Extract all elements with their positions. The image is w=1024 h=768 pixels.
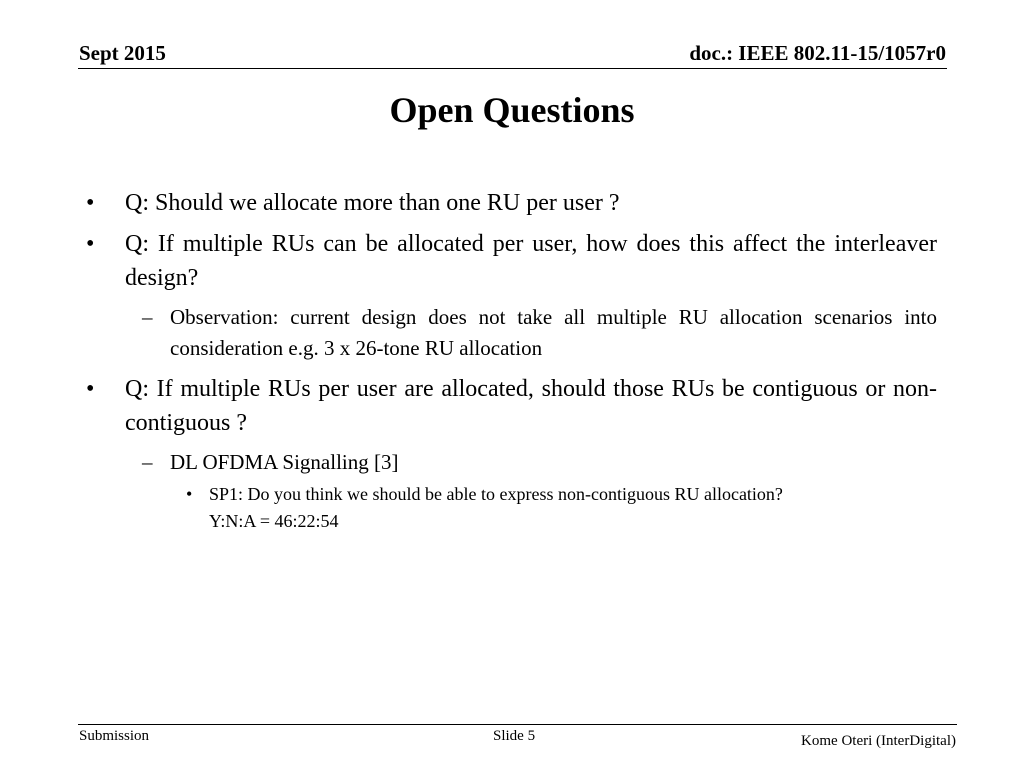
bullet-1 [79, 186, 937, 220]
sub-bullet-2-1-text: Observation: current design does not take all multiple RU allocation scenarios into consideration e.g. 3 x 26-tone RU allocation [170, 305, 937, 360]
footer-slide-number: Slide 5 [493, 728, 536, 744]
bullet-1-text: Q: Should we allocate more than one RU per user ? [125, 190, 620, 216]
slide-title: Open Questions [389, 90, 635, 130]
bullet-3-text: Q: If multiple RUs per user are allocated, should those RUs be contiguous or non-contiguous ? [125, 376, 937, 436]
footer-author: Kome Oteri (InterDigital) [801, 733, 956, 749]
sub-bullet-3-1-text: DL OFDMA Signalling [3] [170, 450, 399, 474]
sub-bullet-2-1 [142, 302, 937, 364]
header-date: Sept 2015 [79, 41, 166, 65]
bullet-2 [79, 227, 937, 295]
header-doc-id: doc.: IEEE 802.11-15/1057r0 [689, 41, 946, 65]
straw-poll-result: Y:N:A = 46:22:54 [209, 511, 339, 531]
bullet-3 [79, 372, 937, 440]
slide-body [79, 186, 937, 539]
footer-divider [78, 724, 957, 725]
bullet-marker: • [86, 190, 95, 216]
small-bullet-marker: • [186, 484, 193, 504]
dash-marker: – [142, 305, 153, 329]
sub-sub-bullet-3-1-1 [186, 481, 937, 535]
bullet-2-text: Q: If multiple RUs can be allocated per user, how does this affect the interleaver design? [125, 231, 937, 291]
dash-marker: – [142, 450, 153, 474]
header-divider [78, 68, 947, 69]
bullet-marker: • [86, 231, 95, 257]
bullet-marker: • [86, 376, 95, 402]
footer-submission: Submission [79, 728, 150, 744]
straw-poll-question: SP1: Do you think we should be able to express non-contiguous RU allocation? [209, 484, 783, 504]
sub-bullet-3-1 [142, 447, 937, 478]
